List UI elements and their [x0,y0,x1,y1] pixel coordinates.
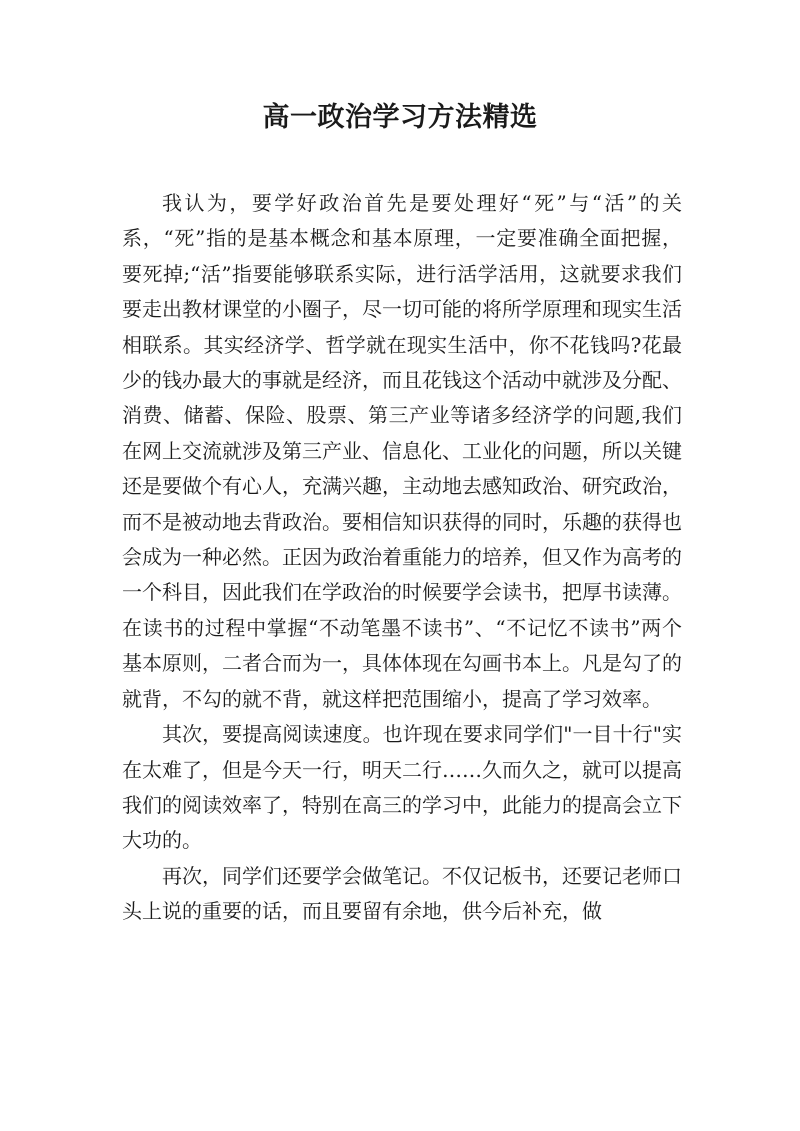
paragraph-1: 我认为，要学好政治首先是要处理好“死”与“活”的关系，“死”指的是基本概念和基本原理，一定要准确全面把握，要死掉;“活”指要能够联系实际，进行活学活用，这就要求我们要走出教材课堂的小圈子，尽一切可能的将所学原理和现实生活相联系。其实经济学、哲学就在现实生活中，你不花钱吗?花最少的钱办最大的事就是经济，而且花钱这个活动中就涉及分配、消费、储蓄、保险、股票、第三产业等诸多经济学的问题,我们在网上交流就涉及第三产业、信息化、工业化的问题，所以关键还是要做个有心人，充满兴趣，主动地去感知政治、研究政治，而不是被动地去背政治。要相信知识获得的同时，乐趣的获得也会成为一种必然。正因为政治着重能力的培养，但又作为高考的一个科目，因此我们在学政治的时候要学会读书，把厚书读薄。在读书的过程中掌握“不动笔墨不读书”、“不记忆不读书”两个基本原则，二者合而为一，具体体现在勾画书本上。凡是勾了的就背，不勾的就不背，就这样把范围缩小，提高了学习效率。 [122,191,682,711]
paragraph-2: 其次，要提高阅读速度。也许现在要求同学们"一目十行"实在太难了，但是今天一行，明天二行……久而久之，就可以提高我们的阅读效率了，特别在高三的学习中，此能力的提高会立下大功的。 [122,722,682,853]
document-title: 高一政治学习方法精选 [262,102,538,133]
document-body [122,186,682,930]
paragraph-3: 再次，同学们还要学会做笔记。不仅记板书，还要记老师口头上说的重要的话，而且要留有余地，供今后补充，做 [122,863,682,924]
